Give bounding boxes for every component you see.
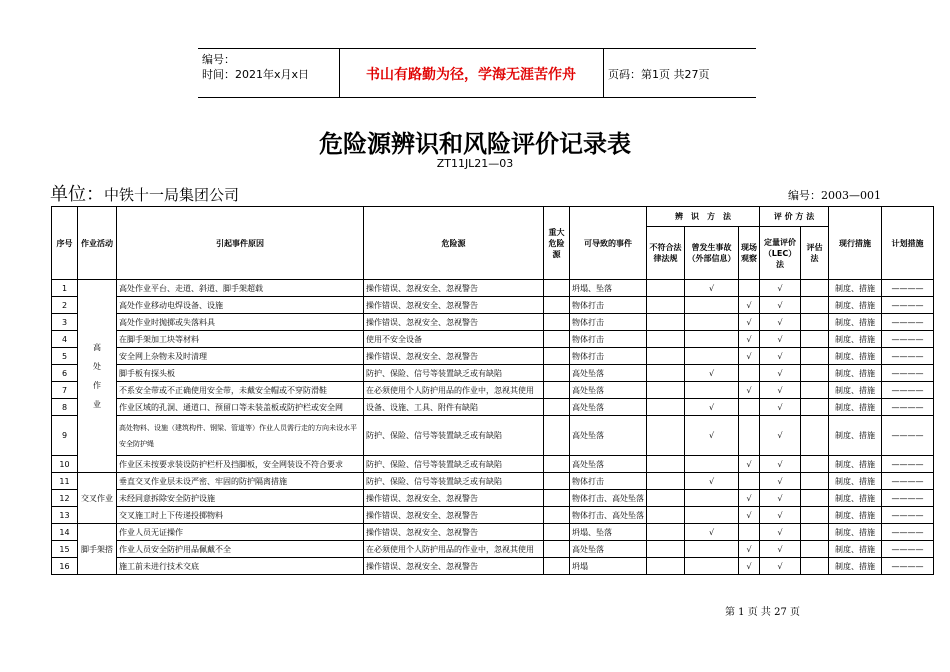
check-lec: √ bbox=[760, 541, 801, 558]
row-number: 3 bbox=[52, 314, 78, 331]
plan-cell: ———— bbox=[882, 541, 934, 558]
check-lec: √ bbox=[760, 473, 801, 490]
col-header-event: 可导致的事件 bbox=[570, 207, 647, 280]
col-header-accident: 曾发生事故（外部信息） bbox=[685, 227, 739, 280]
plan-cell: ———— bbox=[882, 365, 934, 382]
check-accident: √ bbox=[685, 365, 739, 382]
check-law bbox=[647, 558, 685, 575]
measures-cell: 制度、措施 bbox=[829, 399, 882, 416]
event-cell: 物体打击、高处坠落 bbox=[570, 507, 647, 524]
header-motto: 书山有路勤为径，学海无涯苦作舟 bbox=[366, 67, 576, 83]
event-cell: 物体打击 bbox=[570, 314, 647, 331]
major-cell bbox=[544, 382, 570, 399]
hazard-cell: 操作错误、忽视安全、忽视警告 bbox=[364, 314, 544, 331]
check-accident: √ bbox=[685, 280, 739, 297]
cause-cell: 高处作业平台、走道、斜道、脚手架超载 bbox=[117, 280, 364, 297]
check-accident bbox=[685, 456, 739, 473]
row-number: 12 bbox=[52, 490, 78, 507]
event-cell: 高处坠落 bbox=[570, 541, 647, 558]
check-law bbox=[647, 490, 685, 507]
major-cell bbox=[544, 456, 570, 473]
row-number: 1 bbox=[52, 280, 78, 297]
check-assess bbox=[801, 490, 829, 507]
hazard-table bbox=[51, 206, 934, 575]
check-observe: √ bbox=[739, 456, 760, 473]
check-observe: √ bbox=[739, 314, 760, 331]
check-assess bbox=[801, 331, 829, 348]
check-lec: √ bbox=[760, 399, 801, 416]
check-law bbox=[647, 382, 685, 399]
check-law bbox=[647, 331, 685, 348]
major-cell bbox=[544, 416, 570, 456]
measures-cell: 制度、措施 bbox=[829, 416, 882, 456]
event-cell: 物体打击 bbox=[570, 473, 647, 490]
event-cell: 坍塌 bbox=[570, 558, 647, 575]
check-observe: √ bbox=[739, 382, 760, 399]
page-footer: 第 1 页 共 27 页 bbox=[725, 607, 800, 618]
major-cell bbox=[544, 399, 570, 416]
measures-cell: 制度、措施 bbox=[829, 473, 882, 490]
table-row bbox=[52, 382, 934, 399]
check-accident: √ bbox=[685, 473, 739, 490]
check-lec: √ bbox=[760, 348, 801, 365]
major-cell bbox=[544, 365, 570, 382]
check-assess bbox=[801, 314, 829, 331]
plan-cell: ———— bbox=[882, 382, 934, 399]
check-observe bbox=[739, 280, 760, 297]
event-cell: 坍塌、坠落 bbox=[570, 280, 647, 297]
check-accident bbox=[685, 382, 739, 399]
cause-cell: 不系安全带或不正确使用安全带，未戴安全帽或不穿防滑鞋 bbox=[117, 382, 364, 399]
cause-cell: 作业区未按要求装设防护栏杆及挡脚板，安全网装设不符合要求 bbox=[117, 456, 364, 473]
measures-cell: 制度、措施 bbox=[829, 331, 882, 348]
hazard-cell: 操作错误、忽视安全、忽视警告 bbox=[364, 558, 544, 575]
check-law bbox=[647, 473, 685, 490]
check-accident: √ bbox=[685, 399, 739, 416]
col-header-observe: 现场观察 bbox=[739, 227, 760, 280]
row-number: 2 bbox=[52, 297, 78, 314]
plan-cell: ———— bbox=[882, 399, 934, 416]
row-number: 11 bbox=[52, 473, 78, 490]
unit-line bbox=[50, 180, 239, 206]
table-row bbox=[52, 280, 934, 297]
major-cell bbox=[544, 280, 570, 297]
plan-cell: ———— bbox=[882, 331, 934, 348]
check-law bbox=[647, 365, 685, 382]
check-law bbox=[647, 348, 685, 365]
check-assess bbox=[801, 558, 829, 575]
row-number: 10 bbox=[52, 456, 78, 473]
cause-cell: 作业区域的孔洞、通道口、预留口等未装盖板或防护栏或安全网 bbox=[117, 399, 364, 416]
check-observe: √ bbox=[739, 507, 760, 524]
major-cell bbox=[544, 507, 570, 524]
check-law bbox=[647, 416, 685, 456]
hazard-cell: 在必须使用个人防护用品的作业中，忽视其使用 bbox=[364, 541, 544, 558]
event-cell: 高处坠落 bbox=[570, 416, 647, 456]
event-cell: 高处坠落 bbox=[570, 456, 647, 473]
cause-cell: 在脚手架加工块等材料 bbox=[117, 331, 364, 348]
plan-cell: ———— bbox=[882, 314, 934, 331]
hazard-cell: 防护、保险、信号等装置缺乏或有缺陷 bbox=[364, 473, 544, 490]
check-observe bbox=[739, 524, 760, 541]
cause-cell: 安全网上杂物未及时清理 bbox=[117, 348, 364, 365]
measures-cell: 制度、措施 bbox=[829, 490, 882, 507]
check-law bbox=[647, 314, 685, 331]
table-row bbox=[52, 541, 934, 558]
measures-cell: 制度、措施 bbox=[829, 280, 882, 297]
check-law bbox=[647, 507, 685, 524]
check-assess bbox=[801, 382, 829, 399]
check-law bbox=[647, 541, 685, 558]
table-row bbox=[52, 297, 934, 314]
cause-cell: 未经同意拆除安全防护设施 bbox=[117, 490, 364, 507]
check-lec: √ bbox=[760, 297, 801, 314]
header-divider bbox=[603, 49, 604, 97]
check-accident bbox=[685, 314, 739, 331]
check-lec: √ bbox=[760, 416, 801, 456]
activity-cell: 脚手架搭 bbox=[78, 524, 117, 575]
plan-cell: ———— bbox=[882, 280, 934, 297]
check-assess bbox=[801, 473, 829, 490]
check-accident bbox=[685, 558, 739, 575]
col-header-lec: 定量评价（LEC）法 bbox=[760, 227, 801, 280]
measures-cell: 制度、措施 bbox=[829, 507, 882, 524]
table-row bbox=[52, 507, 934, 524]
check-observe: √ bbox=[739, 490, 760, 507]
check-assess bbox=[801, 297, 829, 314]
plan-cell: ———— bbox=[882, 558, 934, 575]
check-observe bbox=[739, 473, 760, 490]
hazard-cell: 设备、设施、工具、附件有缺陷 bbox=[364, 399, 544, 416]
major-cell bbox=[544, 524, 570, 541]
cause-cell: 施工前未进行技术交底 bbox=[117, 558, 364, 575]
plan-cell: ———— bbox=[882, 297, 934, 314]
hazard-cell: 使用不安全设备 bbox=[364, 331, 544, 348]
activity-cell: 高处作业 bbox=[78, 280, 117, 473]
check-accident bbox=[685, 541, 739, 558]
check-accident bbox=[685, 507, 739, 524]
measures-cell: 制度、措施 bbox=[829, 365, 882, 382]
check-law bbox=[647, 399, 685, 416]
event-cell: 物体打击 bbox=[570, 331, 647, 348]
check-assess bbox=[801, 399, 829, 416]
measures-cell: 制度、措施 bbox=[829, 382, 882, 399]
row-number: 8 bbox=[52, 399, 78, 416]
cause-cell: 作业人员安全防护用品佩戴不全 bbox=[117, 541, 364, 558]
hazard-cell: 在必须使用个人防护用品的作业中，忽视其使用 bbox=[364, 382, 544, 399]
hazard-cell: 防护、保险、信号等装置缺乏或有缺陷 bbox=[364, 365, 544, 382]
check-observe: √ bbox=[739, 348, 760, 365]
row-number: 5 bbox=[52, 348, 78, 365]
check-accident: √ bbox=[685, 416, 739, 456]
event-cell: 坍塌、坠落 bbox=[570, 524, 647, 541]
hazard-cell: 操作错误、忽视安全、忽视警告 bbox=[364, 490, 544, 507]
check-assess bbox=[801, 416, 829, 456]
plan-cell: ———— bbox=[882, 490, 934, 507]
col-header-plan: 计划措施 bbox=[882, 207, 934, 280]
table-row bbox=[52, 348, 934, 365]
event-cell: 高处坠落 bbox=[570, 365, 647, 382]
check-lec: √ bbox=[760, 490, 801, 507]
doc-number: 编号：2003—001 bbox=[788, 189, 881, 202]
major-cell bbox=[544, 348, 570, 365]
page-info: 页码：第1页 共27页 bbox=[608, 68, 710, 81]
col-header-law: 不符合法律法规 bbox=[647, 227, 685, 280]
table-row bbox=[52, 558, 934, 575]
table-row bbox=[52, 365, 934, 382]
measures-cell: 制度、措施 bbox=[829, 297, 882, 314]
number-label: 编号： bbox=[202, 53, 235, 66]
check-accident bbox=[685, 490, 739, 507]
col-header-activity: 作业活动 bbox=[78, 207, 117, 280]
check-lec: √ bbox=[760, 382, 801, 399]
col-header-hazard: 危险源 bbox=[364, 207, 544, 280]
table-row bbox=[52, 524, 934, 541]
col-header-identify: 辨 识 方 法 bbox=[647, 207, 760, 227]
header-meta bbox=[202, 52, 309, 82]
check-assess bbox=[801, 456, 829, 473]
page-title: 危险源辨识和风险评价记录表 bbox=[319, 129, 631, 158]
hazard-cell: 操作错误、忽视安全、忽视警告 bbox=[364, 280, 544, 297]
hazard-cell: 操作错误、忽视安全、忽视警告 bbox=[364, 348, 544, 365]
plan-cell: ———— bbox=[882, 524, 934, 541]
doc-code: ZT11JL21—03 bbox=[436, 157, 514, 170]
check-observe bbox=[739, 416, 760, 456]
check-lec: √ bbox=[760, 331, 801, 348]
check-assess bbox=[801, 524, 829, 541]
time-label: 时间：2021年x月x日 bbox=[202, 68, 310, 81]
cause-cell: 脚手板有探头板 bbox=[117, 365, 364, 382]
table-row bbox=[52, 314, 934, 331]
table-row bbox=[52, 399, 934, 416]
measures-cell: 制度、措施 bbox=[829, 558, 882, 575]
event-cell: 物体打击、高处坠落 bbox=[570, 490, 647, 507]
check-observe: √ bbox=[739, 541, 760, 558]
row-number: 13 bbox=[52, 507, 78, 524]
check-observe bbox=[739, 399, 760, 416]
plan-cell: ———— bbox=[882, 473, 934, 490]
col-header-measures: 现行措施 bbox=[829, 207, 882, 280]
measures-cell: 制度、措施 bbox=[829, 314, 882, 331]
unit-label: 单位： bbox=[50, 184, 104, 205]
event-cell: 物体打击 bbox=[570, 348, 647, 365]
col-header-cause: 引起事件原因 bbox=[117, 207, 364, 280]
plan-cell: ———— bbox=[882, 348, 934, 365]
table-row bbox=[52, 490, 934, 507]
check-lec: √ bbox=[760, 558, 801, 575]
check-observe bbox=[739, 365, 760, 382]
col-header-major: 重大危险 源 bbox=[544, 207, 570, 280]
row-number: 15 bbox=[52, 541, 78, 558]
table-row bbox=[52, 331, 934, 348]
check-accident bbox=[685, 348, 739, 365]
plan-cell: ———— bbox=[882, 507, 934, 524]
check-observe: √ bbox=[739, 297, 760, 314]
cause-cell: 高处物料、设施（建筑构件、钢梁、管道等）作业人员需行走的方向未设水平安全防护绳 bbox=[117, 416, 364, 456]
cause-cell: 垂直交叉作业层未设严密、牢固的防护隔离措施 bbox=[117, 473, 364, 490]
event-cell: 高处坠落 bbox=[570, 399, 647, 416]
check-assess bbox=[801, 541, 829, 558]
event-cell: 物体打击 bbox=[570, 297, 647, 314]
row-number: 4 bbox=[52, 331, 78, 348]
cause-cell: 作业人员无证操作 bbox=[117, 524, 364, 541]
check-accident: √ bbox=[685, 524, 739, 541]
major-cell bbox=[544, 297, 570, 314]
measures-cell: 制度、措施 bbox=[829, 524, 882, 541]
cause-cell: 高处作业时抛掷或失落料具 bbox=[117, 314, 364, 331]
col-header-assess: 评估法 bbox=[801, 227, 829, 280]
check-law bbox=[647, 280, 685, 297]
row-number: 7 bbox=[52, 382, 78, 399]
table-row bbox=[52, 416, 934, 456]
check-assess bbox=[801, 280, 829, 297]
plan-cell: ———— bbox=[882, 456, 934, 473]
check-lec: √ bbox=[760, 365, 801, 382]
cause-cell: 交叉施工时上下传递投掷物料 bbox=[117, 507, 364, 524]
major-cell bbox=[544, 490, 570, 507]
check-lec: √ bbox=[760, 280, 801, 297]
hazard-cell: 操作错误、忽视安全、忽视警告 bbox=[364, 524, 544, 541]
plan-cell: ———— bbox=[882, 416, 934, 456]
cause-cell: 高处作业移动电焊设备、设施 bbox=[117, 297, 364, 314]
unit-name: 中铁十一局集团公司 bbox=[104, 186, 240, 204]
table-row bbox=[52, 473, 934, 490]
row-number: 14 bbox=[52, 524, 78, 541]
check-lec: √ bbox=[760, 507, 801, 524]
hazard-cell: 操作错误、忽视安全、忽视警告 bbox=[364, 297, 544, 314]
row-number: 6 bbox=[52, 365, 78, 382]
hazard-cell: 防护、保险、信号等装置缺乏或有缺陷 bbox=[364, 456, 544, 473]
check-observe: √ bbox=[739, 558, 760, 575]
activity-cell: 交叉作业 bbox=[78, 473, 117, 524]
event-cell: 高处坠落 bbox=[570, 382, 647, 399]
check-assess bbox=[801, 507, 829, 524]
col-header-seq: 序号 bbox=[52, 207, 78, 280]
major-cell bbox=[544, 541, 570, 558]
col-header-evaluate: 评 价 方 法 bbox=[760, 207, 829, 227]
major-cell bbox=[544, 331, 570, 348]
check-lec: √ bbox=[760, 456, 801, 473]
check-lec: √ bbox=[760, 524, 801, 541]
major-cell bbox=[544, 314, 570, 331]
measures-cell: 制度、措施 bbox=[829, 541, 882, 558]
check-accident bbox=[685, 297, 739, 314]
check-accident bbox=[685, 331, 739, 348]
measures-cell: 制度、措施 bbox=[829, 348, 882, 365]
check-law bbox=[647, 456, 685, 473]
hazard-cell: 操作错误、忽视安全、忽视警告 bbox=[364, 507, 544, 524]
measures-cell: 制度、措施 bbox=[829, 456, 882, 473]
hazard-cell: 防护、保险、信号等装置缺乏或有缺陷 bbox=[364, 416, 544, 456]
row-number: 16 bbox=[52, 558, 78, 575]
check-assess bbox=[801, 365, 829, 382]
check-law bbox=[647, 297, 685, 314]
check-law bbox=[647, 524, 685, 541]
row-number: 9 bbox=[52, 416, 78, 456]
check-lec: √ bbox=[760, 314, 801, 331]
page-header bbox=[198, 48, 756, 98]
major-cell bbox=[544, 473, 570, 490]
check-observe: √ bbox=[739, 331, 760, 348]
check-assess bbox=[801, 348, 829, 365]
major-cell bbox=[544, 558, 570, 575]
table-row bbox=[52, 456, 934, 473]
